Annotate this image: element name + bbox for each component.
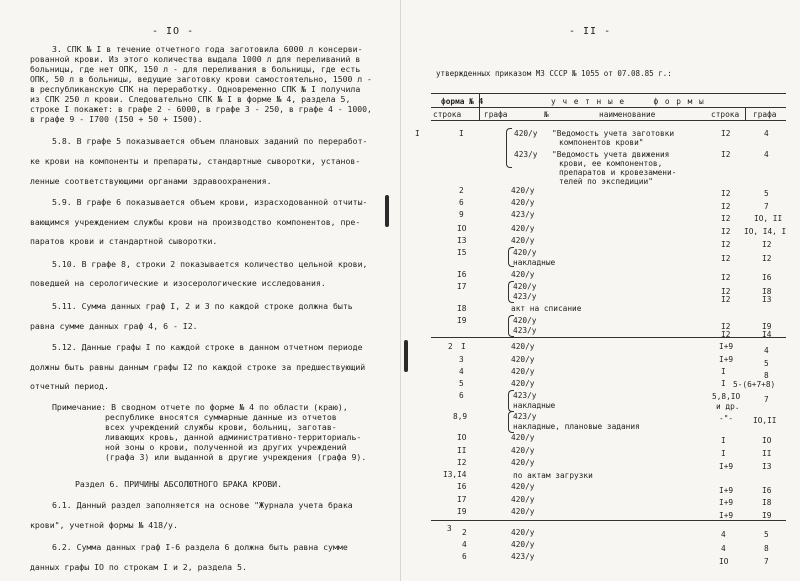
text-line: строке I покажет: в графе 2 - 6000, в графе 3 - 250, в графе 4 - 1000, [30,104,372,114]
text-line: 5.9. В графе 6 показывается объем крови, израсходованной отчиты- [52,197,368,207]
table-cell: I9 [762,322,772,331]
col-head-line: строка [433,110,462,119]
table-cell: 6 [459,198,464,207]
table-cell: IO, II [754,214,783,223]
text-line: ленные соответствующими органами здравоохранения. [30,176,272,186]
table-cell: 420/у [511,367,535,376]
table-cell: 423/у [513,326,537,335]
table-cell: 5 [459,379,464,388]
table-cell: II [762,449,772,458]
text-line: в республиканскую СПК на переработку. Одновременно СПК № I получила [30,84,361,94]
table-cell: I9 [762,511,772,520]
table-cell: накладные, плановые задания [513,422,640,431]
table-cell: I9 [457,316,467,325]
table-cell: 420/у [513,248,537,257]
text-line: крови", учетной формы № 418/у. [30,520,178,530]
text-line: из СПК 250 л крови. Следовательно СПК № I в форме № 4, раздела 5, [30,94,351,104]
table-cell: I3,I4 [443,470,467,479]
text-line: всех учреждений службы крови, больниц, заготав- [105,422,337,432]
table-cell: I [415,129,420,138]
brace-mark [506,128,512,168]
text-line: равна сумме данных граф 4, 6 - I2. [30,321,198,331]
col-head-line2: строка [711,110,740,119]
table-cell: 420/у [511,270,535,279]
table-cell: I+9 [719,355,734,364]
table-cell: 420/у [513,316,537,325]
text-line: 6.1. Данный раздел заполняется на основе "Журнала учета брака [52,500,353,510]
table-cell: 6 [462,552,467,561]
text-line: (графа 3) или выданной в другие учреждения (графа 9). [105,452,367,462]
table-cell: 423/у [514,150,538,159]
table-cell: 423/у [513,292,537,301]
table-cell: 420/у [511,433,535,442]
table-cell: 5,8,IO [712,392,741,401]
table-cell: по актам загрузки [513,471,593,480]
header-text: утвержденных приказом МЗ СССР № 1055 от 07.08.85 г.: [436,68,672,78]
text-line: должны быть равны данным графы I2 по каждой строке за предшествующий [30,362,366,372]
table-cell: 4 [721,544,726,553]
table-cell: I2 [721,254,731,263]
table-cell: IO [457,433,467,442]
text-line: 3. СПК № I в течение отчетного года заготовила 6000 л консерви- [52,44,363,54]
col-head-column2: графа [753,110,777,119]
table-cell: 8,9 [453,412,468,421]
table-cell: I2 [721,322,731,331]
table-cell: IO,II [753,416,777,425]
table-cell: I2 [721,129,731,138]
text-line: паратов крови и стандартной сыворотки. [30,236,218,246]
table-cell: акт на списание [511,304,582,313]
text-line: 5.11. Сумма данных граф I, 2 и 3 по каждой строке должна быть [52,301,353,311]
table-cell: 420/у [511,198,535,207]
table-cell: I2 [721,189,731,198]
table-cell: 7 [764,395,769,404]
page-number-left: - IO - [152,26,195,37]
table-cell: I2 [457,458,467,467]
text-line: 5.10. В графе 8, строки 2 показывается количество цельной крови, [52,259,368,269]
text-line: отчетный период. [30,381,109,391]
text-line: 5.8. В графе 5 показывается объем плановых заданий по переработ- [52,136,368,146]
text-line: Примечание: В сводном отчете по форме № 4 по области (краю), [52,402,348,412]
table-cell: IO [719,557,729,566]
table-cell: I+9 [719,462,734,471]
table-cell: I2 [721,227,731,236]
table-cell: I6 [457,482,467,491]
table-cell: компонентов крови" [559,138,644,147]
table-cell: 420/у [511,342,535,351]
table-cell: I [721,436,726,445]
table-cell: 2 [448,342,453,351]
text-line: больницы, где нет ОПК, 150 л - для переливания в больницы, где есть [30,64,361,74]
table-cell: 420/у [511,495,535,504]
table-cell: I8 [457,304,467,313]
text-line: Раздел 6. ПРИЧИНЫ АБСОЛЮТНОГО БРАКА КРОВИ. [75,479,283,489]
col-head-forms: у ч е т н ы е ф о р м ы [551,97,705,106]
text-line: 6.2. Сумма данных граф I-6 раздела 6 должна быть равна сумме [52,542,348,552]
table-cell: 4 [459,367,464,376]
table-cell: 420/у [511,507,535,516]
table-cell: "Ведомость учета движения [552,150,670,159]
table-cell: I [459,129,464,138]
text-line: в графе 9 - I700 (I50 + 50 + I500). [30,114,203,124]
text-line: ОПК, 50 л в больницы, ведущие заготовку крови самостоятельно, 1500 л - [30,74,372,84]
table-cell: 4 [721,530,726,539]
table-cell: "Ведомость учета заготовки [552,129,675,138]
table-cell: 423/у [511,552,535,561]
table-cell: 420/у [511,540,535,549]
table-cell: I+9 [719,486,734,495]
table-cell: I [721,367,726,376]
table-cell: I9 [457,507,467,516]
table-cell: I2 [721,240,731,249]
text-line: рованной крови. Из этого количества выдала 1000 л для переливаний в [30,54,361,64]
text-line: ке крови на компоненты и препараты, стандартные сыворотки, установ- [30,156,361,166]
table-cell: 420/у [511,186,535,195]
table-cell: 420/у [511,236,535,245]
table-cell: 3 [447,524,452,533]
table-cell: 4 [462,540,467,549]
text-line: вающимся учреждением службы крови на производство компонентов, пре- [30,217,361,227]
table-cell: I3 [457,236,467,245]
table-cell: 2 [459,186,464,195]
table-cell: I2 [721,214,731,223]
table-cell: -"- [719,414,734,423]
table-cell: 423/у [513,391,537,400]
table-cell: накладные [513,258,556,267]
table-cell: II [457,446,467,455]
table-cell: I2 [762,254,772,263]
staple-mark [385,195,389,227]
table-cell: I2 [721,273,731,282]
table-cell: IO [762,436,772,445]
table-cell: I8 [762,287,772,296]
table-cell: 5 [764,189,769,198]
table-cell: I+9 [719,498,734,507]
text-line: ной зоны о крови, полученной из других учреждений [105,442,347,452]
table-cell: I2 [721,150,731,159]
table-cell: 420/у [514,129,538,138]
col-head-number: № [544,110,549,119]
table-cell: I2 [721,330,731,339]
table-cell: 420/у [511,482,535,491]
table-cell: 420/у [511,446,535,455]
table-cell: I6 [762,486,772,495]
table-cell: I4 [762,330,772,339]
table-cell: 420/у [511,379,535,388]
page-number-right: - II - [569,26,612,37]
forms-table [401,0,800,581]
table-cell: I [721,379,726,388]
table-cell: I5 [457,248,467,257]
table-cell: 5-(6+7+8) [733,380,776,389]
table-cell: 9 [459,210,464,219]
table-cell: 3 [459,355,464,364]
table-cell: препаратов и кровезамени- [559,168,677,177]
text-line: поведшей на серологические и изосерологические исследования. [30,278,326,288]
table-cell: 6 [459,391,464,400]
table-cell: 420/у [511,528,535,537]
table-cell: I2 [762,240,772,249]
table-cell: 420/у [513,282,537,291]
table-cell: телей по экспедиции" [559,177,653,186]
right-page [400,0,800,581]
table-cell: I3 [762,462,772,471]
table-cell: I [461,342,466,351]
text-line: 5.12. Данные графы I по каждой строке в данном отчетном периоде [52,342,363,352]
table-cell: I+9 [719,511,734,520]
table-cell: I7 [457,495,467,504]
table-cell: 4 [764,150,769,159]
table-cell: 423/у [513,412,537,421]
text-line: ливающих кровь, данной административно-территориаль- [105,432,362,442]
table-cell: 4 [764,129,769,138]
table-cell: IO [457,224,467,233]
table-cell: I6 [762,273,772,282]
table-cell: IO, I4, I [744,227,787,236]
table-cell: I8 [762,498,772,507]
table-cell: крови, ее компонентов, [559,159,663,168]
table-cell: I2 [721,202,731,211]
table-cell: I7 [457,282,467,291]
col-head-name: наименование [599,110,656,119]
table-cell: I6 [457,270,467,279]
table-cell: и др. [716,402,740,411]
table-cell: I2 [721,295,731,304]
table-cell: I2 [721,287,731,296]
table-cell: 7 [764,557,769,566]
table-cell: 2 [462,528,467,537]
text-line: данных графы IO по строкам I и 2, раздела 5. [30,562,247,572]
table-cell: I+9 [719,342,734,351]
table-cell: 7 [764,202,769,211]
table-cell: 5 [764,530,769,539]
table-cell: 420/у [511,355,535,364]
table-cell: 4 [764,346,769,355]
table-cell: 420/у [511,224,535,233]
col-head-column: графа [484,110,508,119]
table-cell: I [721,449,726,458]
table-cell: 5 [764,359,769,368]
table-cell: I3 [762,295,772,304]
table-cell: 8 [764,371,769,380]
col-head-form: форма № 4 [441,97,484,106]
table-cell: 8 [764,544,769,553]
text-line: республике вносятся суммарные данные из отчетов [105,412,337,422]
table-cell: накладные [513,401,556,410]
table-cell: 423/у [511,210,535,219]
table-cell: 420/у [511,458,535,467]
